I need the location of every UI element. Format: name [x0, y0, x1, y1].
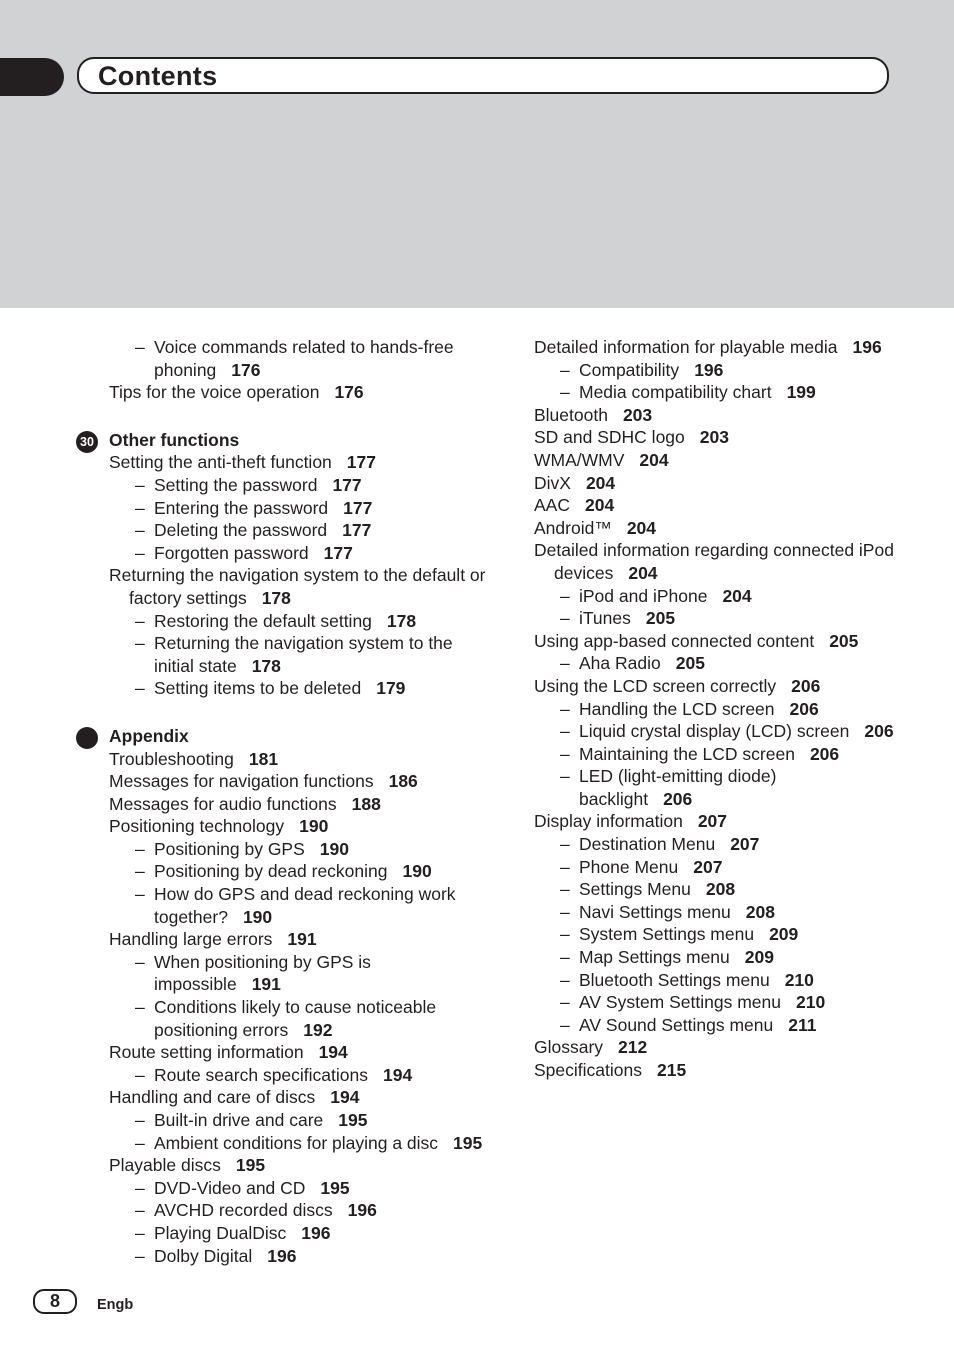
dash-bullet: – — [560, 901, 570, 922]
toc-subentry[interactable] — [534, 652, 894, 675]
dash-bullet: – — [135, 1064, 145, 1085]
dash-bullet: – — [560, 834, 570, 855]
toc-left-column — [80, 336, 489, 1267]
toc-entry-title: Navi Settings menu — [579, 901, 731, 922]
toc-page-number: 206 — [663, 788, 693, 809]
toc-subentry[interactable] — [534, 833, 894, 856]
toc-entry-title: AV System Settings menu — [579, 992, 781, 1013]
toc-entry-title: iTunes — [579, 608, 631, 629]
toc-page-number: 208 — [705, 879, 736, 900]
toc-entry-title: iPod and iPhone — [579, 585, 708, 606]
toc-subentry[interactable] — [534, 1014, 894, 1037]
header-band — [0, 0, 954, 308]
toc-page-number: 196 — [301, 1222, 331, 1243]
toc-subentry[interactable] — [109, 883, 489, 928]
toc-page-number: 177 — [346, 452, 376, 473]
toc-entry-title: Bluetooth — [534, 404, 608, 425]
toc-page-number: 204 — [628, 562, 658, 583]
toc-page-number: 207 — [693, 856, 723, 877]
toc-entry[interactable] — [109, 1154, 489, 1177]
page-title: Contents — [98, 61, 218, 91]
toc-entry-title: Positioning technology — [109, 816, 285, 837]
language-code: Engb — [97, 1297, 134, 1313]
toc-subentry[interactable] — [109, 497, 489, 520]
toc-entry-title: SD and SDHC logo — [534, 427, 685, 448]
toc-page-number: 191 — [251, 974, 281, 995]
toc-entry[interactable] — [534, 675, 894, 698]
toc-entry[interactable] — [534, 539, 894, 584]
toc-page-number: 178 — [251, 655, 281, 676]
toc-page-number: 206 — [864, 721, 894, 742]
toc-entry-title: Playing DualDisc — [154, 1222, 287, 1243]
dash-bullet: – — [560, 653, 570, 674]
toc-page-number: 205 — [645, 608, 676, 629]
toc-page-number: 204 — [722, 585, 752, 606]
toc-entry-title: AVCHD recorded discs — [154, 1200, 333, 1221]
toc-page-number: 194 — [318, 1042, 348, 1063]
toc-entry-title: When positioning by GPS is impossible — [154, 951, 371, 995]
dash-bullet: – — [560, 721, 570, 742]
toc-subentry[interactable] — [109, 474, 489, 497]
toc-subentry[interactable] — [534, 381, 894, 404]
dash-bullet: – — [135, 884, 145, 905]
toc-entry[interactable] — [534, 810, 894, 833]
toc-entry[interactable] — [109, 748, 489, 771]
toc-entry-title: Detailed information regarding connected iPod devices — [534, 540, 894, 583]
toc-entry-title: Returning the navigation system to the initial state — [154, 633, 453, 676]
toc-page-number: 204 — [626, 517, 657, 538]
dash-bullet: – — [560, 924, 570, 945]
toc-entry-title: Aha Radio — [579, 653, 661, 674]
toc-entry-title: Detailed information for playable media — [534, 337, 838, 357]
toc-page-number: 207 — [730, 834, 760, 855]
toc-entry-title: Handling and care of discs — [109, 1087, 316, 1108]
toc-subentry[interactable] — [109, 542, 489, 565]
section-title: Appendix — [109, 725, 189, 746]
dash-bullet: – — [560, 743, 570, 764]
toc-subentry[interactable] — [534, 698, 894, 721]
dash-bullet: – — [560, 1014, 570, 1035]
toc-subentry[interactable] — [534, 878, 894, 901]
dash-bullet: – — [135, 1222, 145, 1243]
toc-page-number: 194 — [383, 1064, 413, 1085]
toc-page-number: 209 — [744, 947, 774, 968]
toc-page-number: 190 — [242, 906, 273, 927]
toc-page-number: 206 — [791, 675, 821, 696]
dash-bullet: – — [560, 359, 570, 380]
dash-bullet: – — [135, 1177, 145, 1198]
toc-entry[interactable] — [534, 449, 894, 472]
toc-subentry[interactable] — [534, 607, 894, 630]
toc-page-number: 204 — [639, 449, 669, 470]
toc-entry-title: Tips for the voice operation — [109, 382, 320, 403]
toc-subentry[interactable] — [534, 946, 894, 969]
toc-entry[interactable] — [109, 1086, 489, 1109]
toc-entry-title: AAC — [534, 495, 570, 516]
toc-page-number: 199 — [786, 382, 816, 403]
toc-page-number: 196 — [852, 337, 882, 357]
toc-subentry[interactable] — [534, 901, 894, 924]
dash-bullet: – — [560, 947, 570, 968]
dash-bullet: – — [135, 1110, 145, 1130]
toc-page-number: 196 — [347, 1200, 377, 1221]
toc-entry-title: Media compatibility chart — [579, 382, 772, 403]
toc-page-number: 195 — [320, 1177, 350, 1198]
dash-bullet: – — [135, 838, 145, 859]
toc-page-number: 208 — [745, 901, 775, 922]
toc-page-number: 191 — [287, 929, 317, 950]
toc-subentry[interactable] — [109, 677, 489, 700]
toc-subentry[interactable] — [534, 765, 894, 810]
toc-entry-title: Messages for audio functions — [109, 793, 337, 814]
toc-entry[interactable] — [534, 517, 894, 540]
dash-bullet: – — [135, 610, 145, 631]
toc-page-number: 195 — [235, 1155, 266, 1176]
toc-page-number: 188 — [351, 793, 381, 814]
dash-bullet: – — [135, 861, 145, 882]
section-heading — [109, 725, 489, 748]
toc-entry-title: Returning the navigation system to the default or factory settings — [109, 565, 486, 608]
toc-entry[interactable] — [534, 336, 894, 359]
toc-page-number: 178 — [261, 587, 291, 608]
toc-entry-title: Using app-based connected content — [534, 630, 815, 651]
toc-page-number: 176 — [334, 382, 364, 403]
dash-bullet: – — [135, 474, 145, 495]
dash-bullet: – — [135, 997, 145, 1018]
toc-page-number: 190 — [402, 861, 432, 882]
toc-subentry[interactable] — [109, 860, 489, 883]
toc-entry[interactable] — [109, 381, 489, 404]
toc-entry[interactable] — [109, 564, 489, 609]
page-number: 8 — [33, 1289, 77, 1314]
toc-page-number: 203 — [699, 427, 729, 448]
toc-entry-title: Setting items to be deleted — [154, 678, 362, 699]
dash-bullet: – — [560, 879, 570, 900]
toc-entry-title: Liquid crystal display (LCD) screen — [579, 721, 850, 742]
toc-page-number: 203 — [622, 404, 653, 425]
toc-page-number: 196 — [267, 1245, 297, 1266]
toc-entry-title: Positioning by dead reckoning — [154, 861, 388, 882]
page-title-box — [77, 57, 889, 94]
toc-entry-title: How do GPS and dead reckoning work together? — [154, 884, 456, 927]
toc-subentry[interactable] — [534, 923, 894, 946]
toc-entry-title: DVD-Video and CD — [154, 1177, 306, 1198]
toc-subentry[interactable] — [534, 585, 894, 608]
toc-page-number: 210 — [796, 992, 826, 1013]
toc-entry-title: WMA/WMV — [534, 449, 625, 470]
toc-subentry[interactable] — [534, 991, 894, 1014]
toc-page-number: 176 — [231, 359, 261, 380]
toc-subentry[interactable] — [109, 838, 489, 861]
toc-entry-title: AV Sound Settings menu — [579, 1014, 774, 1035]
dash-bullet: – — [135, 520, 145, 541]
toc-subentry[interactable] — [534, 720, 894, 743]
section-heading — [80, 429, 489, 452]
toc-page-number: 194 — [330, 1087, 360, 1108]
toc-subentry[interactable] — [109, 336, 489, 381]
toc-page-number: 177 — [343, 497, 373, 518]
toc-entry[interactable] — [534, 404, 894, 427]
toc-subentry[interactable] — [109, 1222, 489, 1245]
toc-subentry[interactable] — [534, 359, 894, 382]
dash-bullet: – — [135, 678, 145, 699]
dash-bullet: – — [560, 382, 570, 403]
toc-entry[interactable] — [109, 451, 489, 474]
toc-entry-title: Specifications — [534, 1060, 642, 1080]
toc-entry[interactable] — [534, 630, 894, 653]
toc-page-number: 212 — [618, 1037, 648, 1058]
toc-entry-title: Restoring the default setting — [154, 610, 372, 631]
toc-page-number: 205 — [675, 653, 705, 674]
dash-bullet: – — [560, 585, 570, 606]
toc-entry-title: Positioning by GPS — [154, 838, 305, 859]
toc-page-number: 215 — [656, 1060, 687, 1080]
toc-entry-title: Entering the password — [154, 497, 329, 518]
dash-bullet: – — [135, 1200, 145, 1221]
toc-entry[interactable] — [109, 793, 489, 816]
toc-entry-title: Glossary — [534, 1037, 604, 1058]
toc-entry-title: Maintaining the LCD screen — [579, 743, 795, 764]
toc-entry-title: System Settings menu — [579, 924, 755, 945]
dash-bullet: – — [135, 1245, 145, 1266]
toc-page-number: 195 — [338, 1110, 368, 1130]
toc-entry-title: Android™ — [534, 517, 612, 538]
toc-entry-title: Route search specifications — [154, 1064, 368, 1085]
toc-entry-title: Route setting information — [109, 1042, 304, 1063]
toc-entry-title: Display information — [534, 811, 683, 832]
toc-subentry[interactable] — [109, 519, 489, 542]
toc-entry[interactable] — [534, 472, 894, 495]
toc-page-number: 181 — [248, 748, 279, 769]
toc-page-number: 206 — [809, 743, 840, 764]
toc-page-number: 192 — [303, 1019, 333, 1040]
toc-entry-title: Phone Menu — [579, 856, 679, 877]
section-title: Other functions — [109, 429, 240, 450]
dash-bullet: – — [560, 856, 570, 877]
toc-entry-title: Voice commands related to hands-free phoning — [154, 337, 454, 380]
dash-bullet: – — [560, 766, 570, 787]
toc-page-number: 177 — [332, 474, 362, 495]
dash-bullet: – — [135, 542, 145, 563]
toc-subentry[interactable] — [109, 1199, 489, 1222]
toc-entry[interactable] — [109, 770, 489, 793]
toc-page-number: 186 — [388, 771, 418, 792]
toc-entry-title: Handling large errors — [109, 929, 273, 950]
dash-bullet: – — [560, 992, 570, 1013]
toc-right-column — [534, 336, 894, 1082]
toc-page-number: 178 — [386, 610, 417, 631]
toc-page-number: 190 — [319, 838, 349, 859]
dash-bullet: – — [135, 633, 145, 654]
toc-subentry[interactable] — [109, 951, 489, 996]
toc-entry[interactable] — [109, 928, 489, 951]
toc-entry-title: Playable discs — [109, 1155, 221, 1176]
toc-entry-title: Conditions likely to cause noticeable positioning errors — [154, 997, 437, 1040]
toc-page-number: 205 — [829, 630, 859, 651]
toc-entry-title: Bluetooth Settings menu — [579, 969, 770, 990]
toc-page-number: 196 — [694, 359, 724, 380]
dash-bullet: – — [135, 951, 145, 972]
toc-entry-title: Using the LCD screen correctly — [534, 675, 777, 696]
dash-bullet: – — [560, 969, 570, 990]
toc-entry[interactable] — [534, 494, 894, 517]
toc-entry-title: Troubleshooting — [109, 748, 234, 769]
toc-entry-title: Dolby Digital — [154, 1245, 253, 1266]
toc-entry-title: DivX — [534, 472, 571, 493]
dash-bullet: – — [560, 608, 570, 629]
toc-page-number: 195 — [453, 1132, 483, 1153]
toc-entry[interactable] — [109, 1041, 489, 1064]
toc-page-number: 190 — [299, 816, 329, 837]
toc-entry-title: Handling the LCD screen — [579, 698, 775, 719]
toc-page-number: 211 — [788, 1014, 817, 1035]
toc-page-number: 209 — [769, 924, 799, 945]
dash-bullet: – — [135, 497, 145, 518]
toc-entry[interactable] — [534, 1059, 894, 1082]
toc-entry-title: Destination Menu — [579, 834, 716, 855]
chapter-tab — [0, 58, 64, 96]
toc-page-number: 204 — [585, 472, 616, 493]
toc-subentry[interactable] — [534, 969, 894, 992]
toc-subentry[interactable] — [109, 1064, 489, 1087]
toc-subentry[interactable] — [534, 856, 894, 879]
toc-subentry[interactable] — [109, 632, 489, 677]
toc-entry-title: Deleting the password — [154, 520, 328, 541]
toc-subentry[interactable] — [109, 1109, 489, 1132]
toc-page-number: 179 — [376, 678, 406, 699]
toc-entry[interactable] — [109, 815, 489, 838]
toc-subentry[interactable] — [109, 1177, 489, 1200]
toc-entry-title: Messages for navigation functions — [109, 771, 374, 792]
toc-entry-title: Settings Menu — [579, 879, 691, 900]
toc-entry-title: LED (light-emitting diode) backlight — [579, 766, 777, 809]
toc-entry[interactable] — [534, 1036, 894, 1059]
toc-entry-title: Setting the anti-theft function — [109, 452, 332, 473]
toc-subentry[interactable] — [109, 1132, 489, 1155]
dash-bullet: – — [135, 1132, 145, 1153]
toc-subentry[interactable] — [534, 743, 894, 766]
toc-page-number: 207 — [697, 811, 728, 832]
toc-page-number: 177 — [342, 520, 372, 541]
toc-entry-title: Map Settings menu — [579, 947, 730, 968]
toc-entry-title: Ambient conditions for playing a disc — [154, 1132, 439, 1153]
toc-entry-title: Compatibility — [579, 359, 680, 380]
section-number-badge — [76, 727, 98, 749]
toc-entry-title: Setting the password — [154, 474, 318, 495]
toc-entry[interactable] — [534, 426, 894, 449]
dash-bullet: – — [135, 337, 145, 357]
toc-page-number: 204 — [584, 495, 615, 516]
toc-entry-title: Built-in drive and care — [154, 1110, 324, 1130]
toc-page-number: 210 — [784, 969, 814, 990]
toc-page-number: 206 — [789, 698, 819, 719]
toc-subentry[interactable] — [109, 996, 489, 1041]
toc-subentry[interactable] — [109, 610, 489, 633]
toc-subentry[interactable] — [109, 1245, 489, 1268]
toc-entry-title: Forgotten password — [154, 542, 309, 563]
toc-page-number: 177 — [323, 542, 353, 563]
section-number-badge: 30 — [76, 431, 98, 453]
dash-bullet: – — [560, 698, 570, 719]
